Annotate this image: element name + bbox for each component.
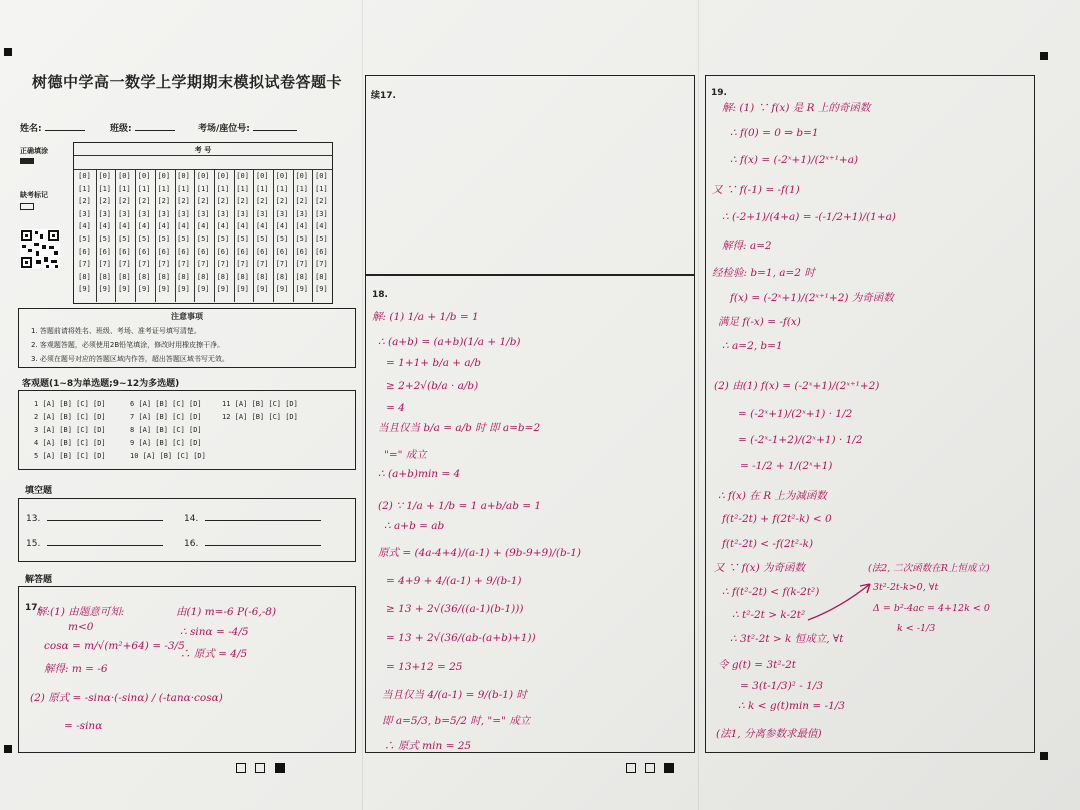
- digit-bubble[interactable]: [3]: [157, 209, 171, 218]
- handwritten-line: 解: (1) ∵ f(x) 是 R 上的奇函数: [722, 102, 871, 114]
- fill-title: 填空题: [25, 486, 53, 496]
- objective-question[interactable]: 11 [A] [B] [C] [D]: [222, 400, 298, 408]
- notice-3: 3. 必须在题号对应的答题区域内作答，超出答题区域书写无效。: [31, 355, 229, 363]
- digit-bubble[interactable]: [8]: [196, 272, 210, 281]
- digit-bubble[interactable]: [5]: [216, 234, 230, 243]
- digit-bubble[interactable]: [5]: [295, 234, 309, 243]
- handwritten-line: = 3(t-1/3)² - 1/3: [740, 680, 824, 692]
- handwritten-line: ∴ f(0) = 0 ⇒ b=1: [730, 127, 819, 139]
- digit-bubble[interactable]: [1]: [196, 184, 210, 193]
- handwritten-line: ∴ (a+b) = (a+b)(1/a + 1/b): [378, 336, 521, 348]
- handwritten-line: = 4: [386, 402, 405, 414]
- digit-bubble[interactable]: [1]: [275, 184, 289, 193]
- handwritten-line: ≥ 2+2√(b/a · a/b): [386, 380, 479, 392]
- digit-bubble[interactable]: [4]: [98, 222, 112, 231]
- digit-bubble[interactable]: [5]: [315, 234, 328, 243]
- handwritten-line: ∴ a+b = ab: [384, 520, 445, 532]
- digit-bubble[interactable]: [0]: [118, 172, 131, 180]
- digit-bubble[interactable]: [6]: [118, 247, 131, 256]
- digit-bubble[interactable]: [6]: [177, 247, 190, 256]
- handwritten-line: ∴ a=2, b=1: [722, 340, 783, 352]
- digit-bubble[interactable]: [4]: [157, 222, 171, 231]
- handwritten-line: = (-2ˣ+1)/(2ˣ+1) · 1/2: [738, 408, 853, 420]
- q17-line: m<0: [68, 621, 94, 633]
- digit-bubble[interactable]: [3]: [315, 209, 328, 218]
- digit-bubble[interactable]: [3]: [177, 209, 190, 218]
- digit-bubble[interactable]: [2]: [157, 197, 171, 206]
- exam-number-column: [175, 170, 192, 302]
- arrow-icon: [800, 578, 880, 628]
- cont-label: 续17.: [371, 91, 396, 101]
- digit-bubble[interactable]: [1]: [177, 184, 190, 193]
- marker-square: [255, 763, 265, 773]
- handwritten-line: 当且仅当 b/a = a/b 时 即 a=b=2: [378, 422, 541, 434]
- registration-mark: [1040, 752, 1048, 760]
- q17-line: ∴ sinα = -4/5: [180, 626, 249, 638]
- q17-line: ∴ 原式 = 4/5: [180, 648, 248, 660]
- digit-bubble[interactable]: [5]: [275, 234, 289, 243]
- digit-bubble[interactable]: [2]: [295, 197, 309, 206]
- digit-bubble[interactable]: [0]: [98, 172, 112, 180]
- handwritten-line: 又 ∵ f(-1) = -f(1): [712, 184, 800, 196]
- registration-mark: [4, 745, 12, 753]
- digit-bubble[interactable]: [0]: [275, 172, 289, 180]
- digit-bubble[interactable]: [8]: [275, 272, 289, 281]
- digit-bubble[interactable]: [6]: [295, 247, 309, 256]
- digit-bubble[interactable]: [6]: [255, 247, 269, 256]
- handwritten-line: 当且仅当 4/(a-1) = 9/(b-1) 时: [382, 689, 527, 701]
- objective-title: 客观题(1~8为单选题;9~12为多选题): [22, 379, 180, 389]
- digit-bubble[interactable]: [6]: [98, 247, 112, 256]
- digit-bubble[interactable]: [4]: [255, 222, 269, 231]
- handwritten-line: f(x) = (-2ˣ+1)/(2ˣ⁺¹+2) 为奇函数: [730, 292, 894, 304]
- digit-bubble[interactable]: [4]: [236, 222, 249, 231]
- digit-bubble[interactable]: [5]: [98, 234, 112, 243]
- digit-bubble[interactable]: [6]: [196, 247, 210, 256]
- handwritten-line: 满足 f(-x) = -f(x): [718, 316, 801, 328]
- name-label: 姓名:: [20, 124, 42, 134]
- handwritten-line: ∴ k < g(t)min = -1/3: [738, 700, 845, 712]
- handwritten-line: f(t²-2t) + f(2t²-k) < 0: [722, 513, 832, 525]
- q17-line: cosα = m/√(m²+64) = -3/5: [44, 640, 185, 652]
- digit-bubble[interactable]: [9]: [118, 285, 131, 294]
- handwritten-line: 又 ∵ f(x) 为奇函数: [714, 562, 806, 574]
- digit-bubble[interactable]: [7]: [255, 260, 269, 269]
- digit-bubble[interactable]: [3]: [118, 209, 131, 218]
- digit-bubble[interactable]: [5]: [78, 234, 91, 243]
- digit-bubble[interactable]: [8]: [177, 272, 190, 281]
- digit-bubble[interactable]: [4]: [275, 222, 289, 231]
- fill-correct-label: 正确填涂: [20, 147, 48, 155]
- digit-bubble[interactable]: [8]: [295, 272, 309, 281]
- handwritten-line: = (-2ˣ-1+2)/(2ˣ+1) · 1/2: [738, 434, 863, 446]
- digit-bubble[interactable]: [7]: [177, 260, 190, 269]
- class-field: [110, 121, 175, 134]
- handwritten-line: 原式 = (4a-4+4)/(a-1) + (9b-9+9)/(b-1): [378, 547, 581, 559]
- objective-question[interactable]: 10 [A] [B] [C] [D]: [130, 452, 206, 460]
- exam-number-header: 考 号: [194, 146, 212, 154]
- digit-bubble[interactable]: [2]: [216, 197, 230, 206]
- digit-bubble[interactable]: [6]: [216, 247, 230, 256]
- digit-bubble[interactable]: [7]: [216, 260, 230, 269]
- absent-label: 缺考标记: [20, 191, 48, 199]
- digit-bubble[interactable]: [8]: [315, 272, 328, 281]
- side-note-line: Δ = b²-4ac = 4+12k < 0: [873, 603, 990, 614]
- marker-square: [626, 763, 636, 773]
- digit-bubble[interactable]: [5]: [157, 234, 171, 243]
- objective-question[interactable]: 3 [A] [B] [C] [D]: [34, 426, 106, 434]
- notice-1: 1. 答题前请将姓名、班级、考场、准考证号填写清楚。: [31, 327, 201, 335]
- q17-line: 由(1) m=-6 P(-6,-8): [176, 606, 277, 618]
- digit-bubble[interactable]: [6]: [157, 247, 171, 256]
- handwritten-line: (2) ∵ 1/a + 1/b = 1 a+b/ab = 1: [378, 500, 542, 512]
- digit-bubble[interactable]: [3]: [255, 209, 269, 218]
- digit-bubble[interactable]: [9]: [137, 285, 151, 294]
- digit-bubble[interactable]: [1]: [236, 184, 249, 193]
- notice-box: [18, 308, 356, 368]
- exam-number-column: [214, 170, 231, 302]
- digit-bubble[interactable]: [7]: [137, 260, 151, 269]
- answer-blank-14[interactable]: [205, 520, 321, 521]
- digit-bubble[interactable]: [3]: [275, 209, 289, 218]
- fold-line: [362, 0, 363, 810]
- answer-blank-13[interactable]: [47, 520, 163, 521]
- digit-bubble[interactable]: [4]: [118, 222, 131, 231]
- handwritten-line: = -1/2 + 1/(2ˣ+1): [740, 460, 833, 472]
- answer-title: 解答题: [25, 575, 53, 585]
- name-blank[interactable]: [45, 130, 85, 131]
- digit-bubble[interactable]: [0]: [295, 172, 309, 180]
- digit-bubble[interactable]: [2]: [275, 197, 289, 206]
- digit-bubble[interactable]: [7]: [295, 260, 309, 269]
- digit-bubble[interactable]: [1]: [157, 184, 171, 193]
- handwritten-line: ∴ f(x) = (-2ˣ+1)/(2ˣ⁺¹+a): [730, 154, 859, 166]
- digit-bubble[interactable]: [6]: [275, 247, 289, 256]
- digit-bubble[interactable]: [9]: [295, 285, 309, 294]
- exam-number-column: [293, 170, 310, 302]
- objective-question[interactable]: 8 [A] [B] [C] [D]: [130, 426, 202, 434]
- marker-square: [236, 763, 246, 773]
- digit-bubble[interactable]: [2]: [78, 197, 91, 206]
- absent-checkbox[interactable]: [20, 203, 34, 210]
- handwritten-line: ∴ 原式 min = 25: [384, 740, 472, 752]
- digit-bubble[interactable]: [7]: [275, 260, 289, 269]
- fold-line: [698, 0, 699, 810]
- digit-bubble[interactable]: [8]: [157, 272, 171, 281]
- handwritten-line: ∴ t²-2t > k-2t²: [732, 609, 806, 621]
- digit-bubble[interactable]: [8]: [255, 272, 269, 281]
- handwritten-line: 经检验: b=1, a=2 时: [712, 267, 815, 279]
- digit-bubble[interactable]: [7]: [78, 260, 91, 269]
- digit-bubble[interactable]: [5]: [255, 234, 269, 243]
- fill-item-14: 14.: [184, 514, 321, 524]
- digit-bubble[interactable]: [1]: [137, 184, 151, 193]
- digit-bubble[interactable]: [4]: [295, 222, 309, 231]
- objective-question[interactable]: 9 [A] [B] [C] [D]: [130, 439, 202, 447]
- digit-bubble[interactable]: [3]: [236, 209, 249, 218]
- exam-number-column: [115, 170, 132, 302]
- q17-line: 解:(1) 由题意可知:: [36, 606, 125, 618]
- digit-bubble[interactable]: [4]: [216, 222, 230, 231]
- digit-bubble[interactable]: [5]: [137, 234, 151, 243]
- registration-mark: [4, 48, 12, 56]
- handwritten-line: 即 a=5/3, b=5/2 时, "=" 成立: [382, 715, 531, 727]
- digit-bubble[interactable]: [2]: [118, 197, 131, 206]
- digit-bubble[interactable]: [8]: [98, 272, 112, 281]
- digit-bubble[interactable]: [6]: [78, 247, 91, 256]
- q18-label: 18.: [372, 290, 388, 300]
- digit-bubble[interactable]: [1]: [118, 184, 131, 193]
- handwritten-line: "=" 成立: [384, 449, 427, 461]
- handwritten-line: 解: (1) 1/a + 1/b = 1: [372, 311, 479, 323]
- digit-bubble[interactable]: [1]: [295, 184, 309, 193]
- digit-bubble[interactable]: [7]: [118, 260, 131, 269]
- handwritten-line: ∴ (-2+1)/(4+a) = -(-1/2+1)/(1+a): [722, 211, 896, 223]
- handwritten-line: (2) 由(1) f(x) = (-2ˣ+1)/(2ˣ⁺¹+2): [714, 380, 880, 392]
- handwritten-line: ∴ f(x) 在 R 上为减函数: [718, 490, 827, 502]
- exam-number-column: [96, 170, 113, 302]
- objective-question[interactable]: 5 [A] [B] [C] [D]: [34, 452, 106, 460]
- marker-square: [664, 763, 674, 773]
- handwritten-line: = 13+12 = 25: [386, 661, 463, 673]
- objective-question[interactable]: 2 [A] [B] [C] [D]: [34, 413, 106, 421]
- handwritten-line: ∴ f(t²-2t) < f(k-2t²): [722, 586, 820, 598]
- digit-bubble[interactable]: [9]: [275, 285, 289, 294]
- marker-square: [645, 763, 655, 773]
- objective-question[interactable]: 1 [A] [B] [C] [D]: [34, 400, 106, 408]
- digit-bubble[interactable]: [5]: [196, 234, 210, 243]
- q17-line: (2) 原式 = -sinα·(-sinα) / (-tanα·cosα): [30, 692, 223, 704]
- handwritten-line: 令 g(t) = 3t²-2t: [718, 659, 797, 671]
- q17-line: = -sinα: [64, 720, 103, 732]
- handwritten-line: = 13 + 2√(36/(ab-(a+b)+1)): [386, 632, 536, 644]
- seat-blank[interactable]: [253, 130, 297, 131]
- digit-bubble[interactable]: [5]: [118, 234, 131, 243]
- exam-number-column: [76, 170, 93, 302]
- digit-bubble[interactable]: [1]: [98, 184, 112, 193]
- handwritten-line: f(t²-2t) < -f(2t²-k): [722, 538, 814, 550]
- digit-bubble[interactable]: [2]: [315, 197, 328, 206]
- digit-bubble[interactable]: [3]: [196, 209, 210, 218]
- digit-bubble[interactable]: [9]: [236, 285, 249, 294]
- digit-bubble[interactable]: [2]: [255, 197, 269, 206]
- name-field: [20, 121, 85, 134]
- digit-bubble[interactable]: [0]: [315, 172, 328, 180]
- objective-question[interactable]: 7 [A] [B] [C] [D]: [130, 413, 202, 421]
- digit-bubble[interactable]: [3]: [137, 209, 151, 218]
- digit-bubble[interactable]: [0]: [78, 172, 91, 180]
- notice-2: 2. 客观题答题，必须使用2B铅笔填涂，修改时用橡皮擦干净。: [31, 341, 225, 349]
- fill-item-16: 16.: [184, 539, 321, 549]
- handwritten-line: = 1+1+ b/a + a/b: [386, 357, 481, 369]
- digit-bubble[interactable]: [7]: [98, 260, 112, 269]
- fill-box: [18, 498, 356, 562]
- digit-bubble[interactable]: [4]: [137, 222, 151, 231]
- q17-continued-box[interactable]: [365, 75, 695, 275]
- class-blank[interactable]: [135, 130, 175, 131]
- digit-bubble[interactable]: [2]: [177, 197, 190, 206]
- exam-number-column: [273, 170, 290, 302]
- digit-bubble[interactable]: [9]: [196, 285, 210, 294]
- digit-bubble[interactable]: [3]: [98, 209, 112, 218]
- digit-bubble[interactable]: [9]: [78, 285, 91, 294]
- marker-square: [275, 763, 285, 773]
- digit-bubble[interactable]: [1]: [255, 184, 269, 193]
- fill-item-13: 13.: [26, 514, 163, 524]
- digit-bubble[interactable]: [7]: [315, 260, 328, 269]
- side-note-line: k < -1/3: [897, 623, 936, 634]
- digit-bubble[interactable]: [8]: [78, 272, 91, 281]
- filled-sample: [20, 158, 34, 164]
- digit-bubble[interactable]: [4]: [196, 222, 210, 231]
- handwritten-line: (法1, 分离参数求最值): [716, 728, 822, 740]
- q19-label: 19.: [711, 88, 727, 98]
- objective-question[interactable]: 6 [A] [B] [C] [D]: [130, 400, 202, 408]
- digit-bubble[interactable]: [8]: [216, 272, 230, 281]
- digit-bubble[interactable]: [2]: [236, 197, 249, 206]
- digit-bubble[interactable]: [6]: [315, 247, 328, 256]
- objective-question[interactable]: 12 [A] [B] [C] [D]: [222, 413, 298, 421]
- digit-bubble[interactable]: [7]: [236, 260, 249, 269]
- digit-bubble[interactable]: [4]: [177, 222, 190, 231]
- answer-blank-16[interactable]: [205, 545, 321, 546]
- exam-number-column: [253, 170, 270, 302]
- digit-bubble[interactable]: [1]: [216, 184, 230, 193]
- digit-bubble[interactable]: [6]: [236, 247, 249, 256]
- digit-bubble[interactable]: [9]: [255, 285, 269, 294]
- qr-code-icon: [20, 229, 60, 269]
- digit-bubble[interactable]: [8]: [118, 272, 131, 281]
- digit-bubble[interactable]: [0]: [236, 172, 249, 180]
- exam-number-column: [135, 170, 152, 302]
- digit-bubble[interactable]: [9]: [98, 285, 112, 294]
- digit-bubble[interactable]: [9]: [157, 285, 171, 294]
- digit-bubble[interactable]: [0]: [177, 172, 190, 180]
- exam-number-column: [194, 170, 211, 302]
- seat-field: [198, 121, 297, 134]
- digit-bubble[interactable]: [2]: [137, 197, 151, 206]
- digit-bubble[interactable]: [8]: [137, 272, 151, 281]
- digit-bubble[interactable]: [0]: [196, 172, 210, 180]
- exam-number-column: [155, 170, 172, 302]
- digit-bubble[interactable]: [9]: [177, 285, 190, 294]
- handwritten-line: ∴ 3t²-2t > k 恒成立, ∀t: [730, 633, 844, 645]
- handwritten-line: ∴ (a+b)min = 4: [378, 468, 461, 480]
- side-note-line: (法2, 二次函数在R上恒成立): [868, 563, 990, 574]
- handwritten-line: ≥ 13 + 2√(36/((a-1)(b-1))): [386, 603, 524, 615]
- q17-label: 17.: [25, 603, 41, 613]
- exam-number-column: [234, 170, 251, 302]
- side-note-line: 3t²-2t-k>0, ∀t: [873, 582, 939, 593]
- handwritten-line: 解得: a=2: [722, 240, 772, 252]
- objective-question[interactable]: 4 [A] [B] [C] [D]: [34, 439, 106, 447]
- fill-item-15: 15.: [26, 539, 163, 549]
- class-label: 班级:: [110, 124, 132, 134]
- digit-bubble[interactable]: [8]: [236, 272, 249, 281]
- digit-bubble[interactable]: [7]: [196, 260, 210, 269]
- q17-line: 解得: m = -6: [44, 663, 108, 675]
- digit-bubble[interactable]: [6]: [137, 247, 151, 256]
- digit-bubble[interactable]: [3]: [295, 209, 309, 218]
- digit-bubble[interactable]: [4]: [78, 222, 91, 231]
- digit-bubble[interactable]: [4]: [315, 222, 328, 231]
- grid-rule: [74, 155, 332, 156]
- digit-bubble[interactable]: [0]: [157, 172, 171, 180]
- exam-number-column: [312, 170, 329, 302]
- digit-bubble[interactable]: [1]: [78, 184, 91, 193]
- seat-label: 考场/座位号:: [198, 124, 250, 134]
- digit-bubble[interactable]: [2]: [98, 197, 112, 206]
- registration-mark: [1040, 52, 1048, 60]
- digit-bubble[interactable]: [0]: [255, 172, 269, 180]
- digit-bubble[interactable]: [9]: [216, 285, 230, 294]
- sheet-title: 树德中学高一数学上学期期末模拟试卷答题卡: [32, 73, 343, 91]
- digit-bubble[interactable]: [2]: [196, 197, 210, 206]
- digit-bubble[interactable]: [9]: [315, 285, 328, 294]
- answer-blank-15[interactable]: [47, 545, 163, 546]
- digit-bubble[interactable]: [0]: [137, 172, 151, 180]
- digit-bubble[interactable]: [3]: [78, 209, 91, 218]
- digit-bubble[interactable]: [7]: [157, 260, 171, 269]
- digit-bubble[interactable]: [5]: [177, 234, 190, 243]
- notice-title: 注意事项: [171, 312, 203, 321]
- digit-bubble[interactable]: [3]: [216, 209, 230, 218]
- digit-bubble[interactable]: [5]: [236, 234, 249, 243]
- handwritten-line: = 4+9 + 4/(a-1) + 9/(b-1): [386, 575, 522, 587]
- digit-bubble[interactable]: [1]: [315, 184, 328, 193]
- digit-bubble[interactable]: [0]: [216, 172, 230, 180]
